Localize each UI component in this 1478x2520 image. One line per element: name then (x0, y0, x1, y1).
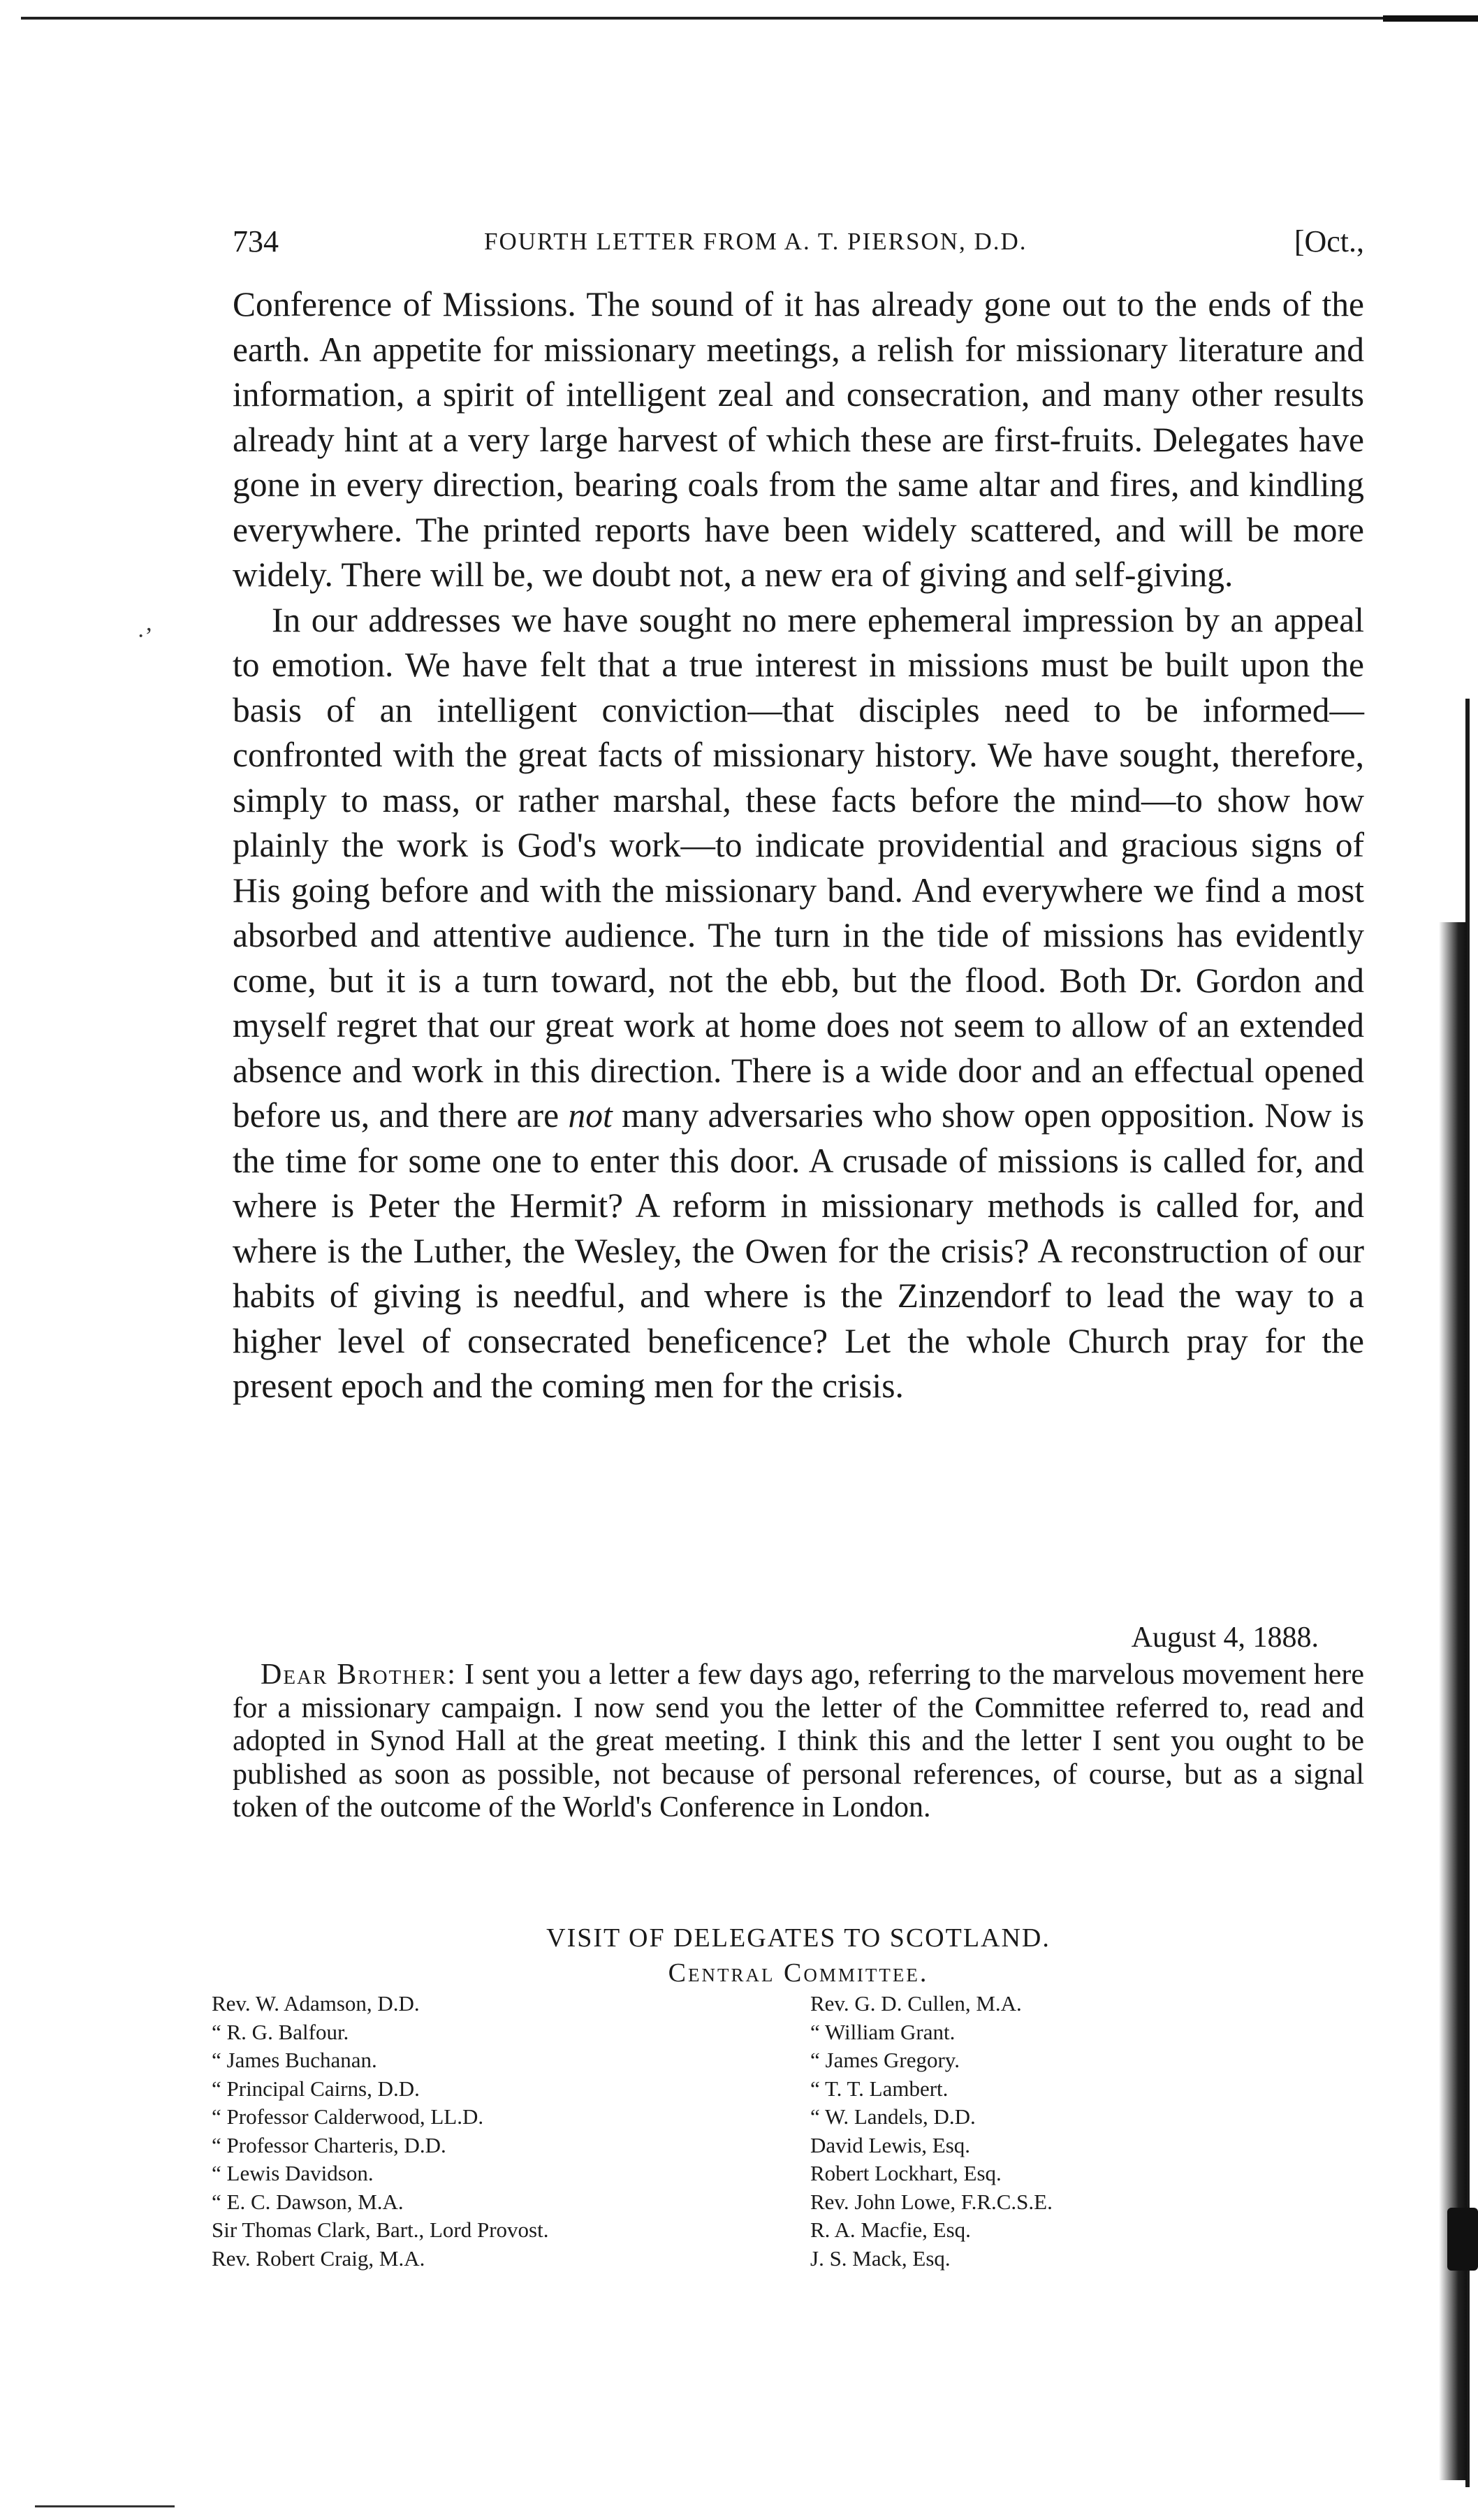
list-item: David Lewis, Esq. (810, 2132, 971, 2157)
letter-paragraph (233, 1659, 1364, 1825)
list-item: “ T. T. Lambert. (810, 2076, 949, 2101)
running-title: FOURTH LETTER FROM A. T. PIERSON, D.D. (484, 228, 1027, 255)
list-item: Rev. G. D. Cullen, M.A. (810, 1991, 1022, 2016)
binding-blot (1447, 2208, 1478, 2271)
paragraph-2-part-2: many adversaries who show open opposition. Now is the time for some one to enter this door. A crusade of missions is called for, and where is Peter the Hermit? A reform in missionary methods is called for, and where is the Luther, the Wesley, the Owen for the crisis? A reconstruction of our habits of giving is needful, and where is the Zinzendorf to lead the way to a higher level of consecrated beneficence? Let the whole Church pray for the present epoch and the coming men for the crisis. (233, 1096, 1364, 1405)
list-item: “ William Grant. (810, 2019, 956, 2044)
main-text (233, 282, 1364, 1409)
list-item: “ Professor Charteris, D.D. (212, 2132, 446, 2157)
emphasis-not: not (568, 1096, 613, 1135)
running-date: [Oct., (1294, 224, 1364, 258)
page-number: 734 (233, 224, 279, 258)
letter-text: I sent you a letter a few days ago, referring to the marvelous movement here for a missionary campaign. I now send you the letter of the Committee referred to, read and adopted in Synod Hall at the great meeting. I think this and the letter I sent you ought to be published as soon as possible, not because of personal references, of course, but as a signal token of the outcome of the World's Conference in London. (233, 1659, 1365, 1824)
letter (233, 1659, 1364, 1825)
list-item: “ James Buchanan. (212, 2048, 377, 2072)
bottom-rule (35, 2505, 175, 2510)
salutation: Dear Brother: (261, 1659, 457, 1691)
list-item: Rev. W. Adamson, D.D. (212, 1991, 420, 2016)
paragraph-1: Conference of Missions. The sound of it has already gone out to the ends of the earth. An appetite for missionary meetings, a relish for missionary literature and information, a spirit of intelligent zeal and consecration, and many other results already hint at a very large harvest of which these are first-fruits. Delegates have gone in every direction, bearing coals from the same altar and fires, and kindling everywhere. The printed reports have been widely scattered, and will be more widely. There will be, we doubt not, a new era of giving and self-giving. (233, 285, 1364, 594)
top-rule (21, 17, 1474, 20)
paragraph-2-part-1: In our addresses we have sought no mere ephemeral impression by an appeal to emotion. We have felt that a true interest in missions must be built upon the basis of an intelligent conviction—that disciples need to be informed—confronted with the great facts of missionary history. We have sought, therefore, simply to mass, or rather marshal, these facts before the mind—to show how plainly the work is God's work—to indicate providential and gracious signs of His going before and with the missionary band. And everywhere we find a most absorbed and attentive audience. The turn in the tide of missions has evidently come, but it is a turn toward, not the ebb, but the flood. Both Dr. Gordon and myself regret that our great work at home does not seem to allow of an extended absence and work in this direction. There is a wide door and an effectual opened before us, and there are (233, 600, 1364, 1135)
committee-list-left (212, 1990, 840, 2273)
list-item: “ Principal Cairns, D.D. (212, 2076, 420, 2101)
paragraph-2 (233, 598, 1364, 1409)
top-rule-end (1383, 15, 1478, 22)
list-item: “ R. G. Balfour. (212, 2019, 349, 2044)
list-item: Rev. Robert Craig, M.A. (212, 2245, 425, 2271)
list-item: J. S. Mack, Esq. (810, 2245, 951, 2271)
committee-list-right (810, 1990, 1439, 2273)
list-item: “ W. Landels, D.D. (810, 2104, 976, 2129)
list-item: Rev. John Lowe, F.R.C.S.E. (810, 2189, 1053, 2214)
list-item: Sir Thomas Clark, Bart., Lord Provost. (212, 2217, 549, 2242)
list-item: R. A. Macfie, Esq. (810, 2217, 971, 2242)
letter-date: August 4, 1888. (1131, 1622, 1319, 1654)
list-item: “ James Gregory. (810, 2048, 960, 2072)
list-item: “ Lewis Davidson. (212, 2161, 374, 2185)
list-item: “ Professor Calderwood, LL.D. (212, 2104, 484, 2129)
list-item: Robert Lockhart, Esq. (810, 2161, 1002, 2185)
margin-mark: ·’ (137, 623, 153, 649)
committee-title: Central Committee. (668, 1958, 929, 1988)
section-title: VISIT OF DELEGATES TO SCOTLAND. (546, 1923, 1051, 1953)
running-header (233, 224, 1364, 265)
list-item: “ E. C. Dawson, M.A. (212, 2189, 404, 2214)
